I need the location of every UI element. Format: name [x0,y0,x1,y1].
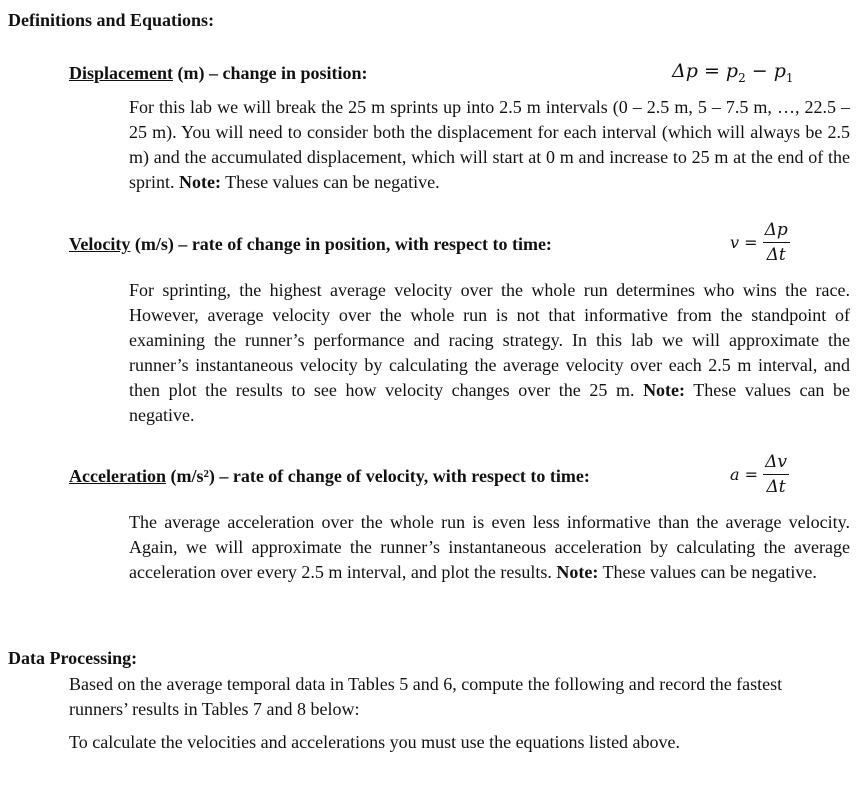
displacement-note-label: Note: [179,172,221,192]
displacement-eq-p1: p [773,60,786,82]
acceleration-term [69,465,590,487]
acceleration-note-text: These values can be negative. [598,562,817,582]
velocity-fraction [763,220,790,265]
displacement-description: (m) – change in position: [172,63,368,83]
acceleration-paragraph-text: The average acceleration over the whole run is even less informative than the average velocity. Again, we will approximate the runner’s instantaneous acceleration by calculating the average acceleration over every 2.5 m interval, and plot the results. [129,512,850,582]
acceleration-equation [730,452,789,497]
displacement-eq-sub2: 2 [738,70,746,85]
data-processing-title: Data Processing: [8,648,138,668]
displacement-note-text: These values can be negative. [221,172,440,192]
displacement-name: Displacement [69,63,173,83]
displacement-eq-sub1: 1 [785,70,794,85]
velocity-name: Velocity [69,234,131,254]
velocity-eq-denominator: Δt [766,245,786,265]
acceleration-name: Acceleration [69,466,166,486]
displacement-term [69,62,368,84]
acceleration-eq-numerator: Δv [763,452,789,475]
displacement-eq-lhs: Δp [672,60,698,82]
acceleration-paragraph [129,510,850,585]
displacement-equation [672,60,794,85]
velocity-eq-lhs-wrap: v = [730,233,763,252]
acceleration-fraction [763,452,789,497]
velocity-term [69,233,552,255]
acceleration-eq-lhs-wrap: a = [730,465,764,484]
velocity-note-label: Note: [643,380,686,400]
eq-equals: = [703,60,726,82]
acceleration-eq-denominator: Δt [766,477,786,497]
section-title: Definitions and Equations: [8,10,215,30]
velocity-eq-numerator: Δp [763,220,790,243]
velocity-note-text: These values can be negative. [129,380,851,425]
velocity-eq-lhs: v [730,233,740,252]
acceleration-description: (m/s²) – rate of change of velocity, with respect to time: [165,466,590,486]
displacement-paragraph [129,95,850,195]
velocity-equation [730,220,790,265]
velocity-description: (m/s) – rate of change in position, with respect to time: [130,234,552,254]
acceleration-eq-lhs: a [730,465,740,484]
acceleration-note-label: Note: [556,562,599,582]
velocity-paragraph [129,278,850,428]
displacement-paragraph-text: For this lab we will break the 25 m sprints up into 2.5 m intervals (0 – 2.5 m, 5 – 7.5 m, …, 22.5 – 25 m). You will need to consider both the displacement for each interval (which will always be 2.5 m) and the accumulated displacement, which will start at 0 m and increase to 25 m at the end of the sprint. [129,97,850,192]
data-processing-paragraph2: To calculate the velocities and accelerations you must use the equations listed above. [69,732,681,752]
data-processing-paragraph1: Based on the average temporal data in Tables 5 and 6, compute the following and record the fastest runners’ results in Tables 7 and 8 below: [69,674,783,719]
velocity-paragraph-text: For sprinting, the highest average velocity over the whole run determines who wins the race. However, average velocity over the whole run is not that informative from the standpoint of examining the runner’s performance and racing strategy. In this lab we will approximate the runner’s instantaneous velocity by calculating the average velocity over each 2.5 m interval, and then plot the results to see how velocity changes over the 25 m. [129,280,850,400]
displacement-eq-minus: − [751,60,768,82]
displacement-eq-p2: p [725,60,739,82]
